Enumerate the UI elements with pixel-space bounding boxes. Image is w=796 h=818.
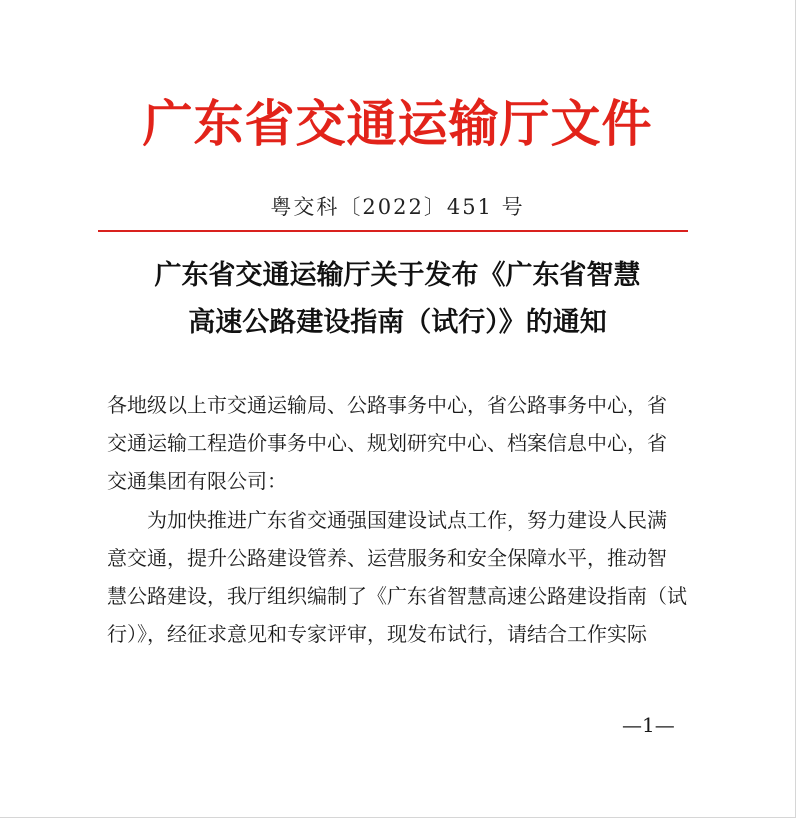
body-line-5: 意交通，提升公路建设管养、运营服务和安全保障水平，推动智	[107, 546, 667, 570]
body-line-2: 交通运输工程造价事务中心、规划研究中心、档案信息中心，省	[107, 431, 667, 455]
header-divider	[98, 230, 688, 232]
body-line-1: 各地级以上市交通运输局、公路事务中心，省公路事务中心，省	[107, 393, 667, 417]
document-header-title: 广东省交通运输厅文件	[142, 94, 653, 153]
notice-title-line-2: 高速公路建设指南（试行）》的通知	[188, 307, 607, 338]
page-number: —1—	[622, 713, 675, 737]
body-line-3: 交通集团有限公司：	[107, 469, 287, 493]
notice-title-line-1: 广东省交通运输厅关于发布《广东省智慧	[154, 260, 641, 291]
document-number: 粤交科〔2022〕451 号	[270, 195, 525, 219]
body-line-4: 为加快推进广东省交通强国建设试点工作，努力建设人民满	[107, 508, 667, 532]
body-line-6: 慧公路建设，我厅组织编制了《广东省智慧高速公路建设指南（试	[107, 584, 687, 608]
body-line-7: 行）》，经征求意见和专家评审，现发布试行，请结合工作实际	[107, 622, 647, 646]
